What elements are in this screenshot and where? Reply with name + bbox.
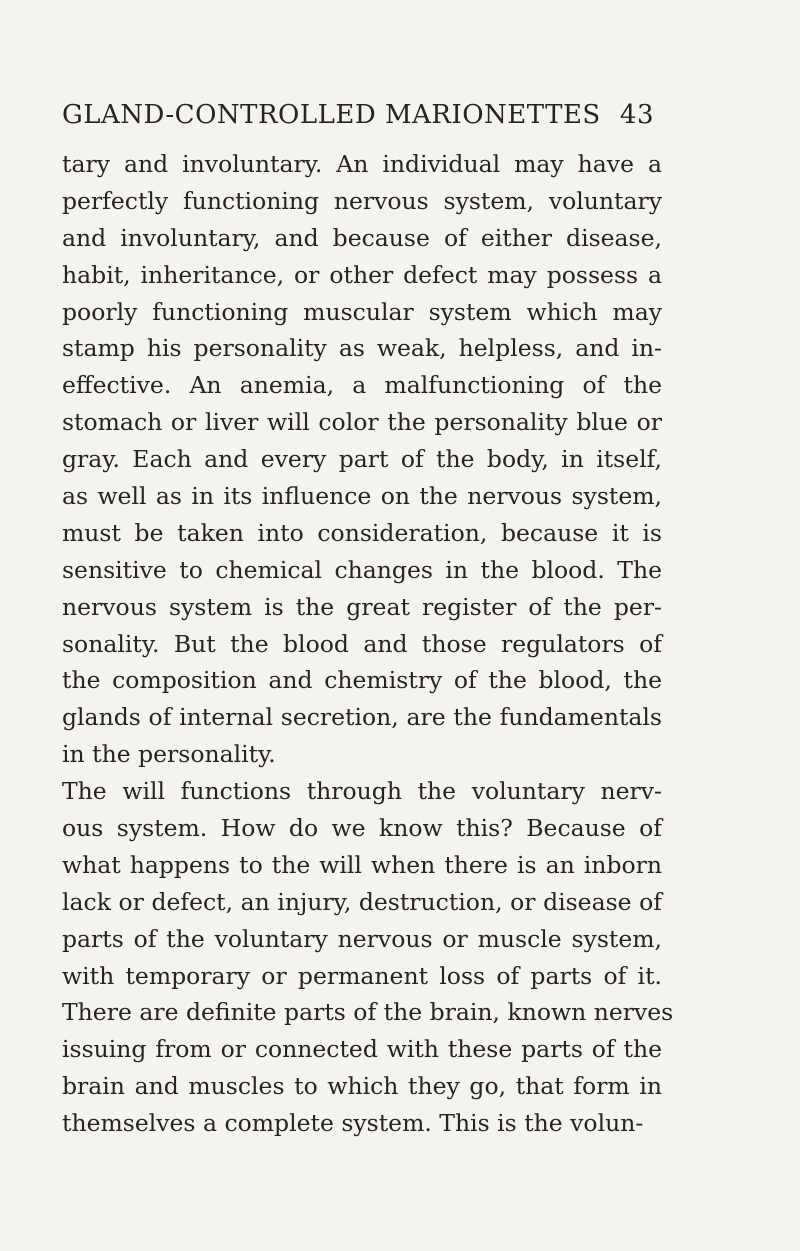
text-line: must be taken into consideration, because it is xyxy=(62,518,662,547)
page-number: 43 xyxy=(619,100,654,130)
text-line: tary and involuntary. An individual may have a xyxy=(62,150,662,178)
text-line: gray. Each and every part of the body, in itself, xyxy=(62,445,662,474)
text-line: in the personality. xyxy=(62,740,276,769)
text-line: perfectly functioning nervous system, voluntary xyxy=(62,186,662,215)
running-head xyxy=(62,100,654,140)
text-line: poorly functioning muscular system which may xyxy=(62,297,662,326)
text-line: with temporary or permanent loss of parts of it. xyxy=(62,961,662,990)
text-line: glands of internal secretion, are the fundamentals xyxy=(62,703,662,732)
text-line: as well as in its influence on the nervous system, xyxy=(62,482,662,511)
text-line: sonality. But the blood and those regulators of xyxy=(62,629,662,658)
text-line: ous system. How do we know this? Because of xyxy=(62,814,662,843)
body-text xyxy=(62,146,674,1142)
text-line: brain and muscles to which they go, that form in xyxy=(62,1072,662,1101)
text-line: the composition and chemistry of the blood, the xyxy=(62,666,662,695)
text-line: The will functions through the voluntary nerv- xyxy=(62,777,662,806)
text-line: what happens to the will when there is an inborn xyxy=(62,850,662,879)
text-line: parts of the voluntary nervous or muscle system, xyxy=(62,924,662,953)
text-line: sensitive to chemical changes in the blood. The xyxy=(62,555,662,584)
text-line: effective. An anemia, a malfunctioning of the xyxy=(62,371,662,400)
text-line: habit, inheritance, or other defect may possess a xyxy=(62,260,662,289)
text-line: stomach or liver will color the personality blue or xyxy=(62,408,662,437)
text-line: themselves a complete system. This is the volun- xyxy=(62,1109,644,1138)
text-line: and involuntary, and because of either disease, xyxy=(62,223,662,252)
text-line: lack or defect, an injury, destruction, or disease of xyxy=(62,887,662,916)
text-line: stamp his personality as weak, helpless, and in- xyxy=(62,334,662,363)
text-line: issuing from or connected with these parts of the xyxy=(62,1035,662,1064)
text-line: nervous system is the great register of the per- xyxy=(62,592,662,621)
text-line: There are definite parts of the brain, known nerves xyxy=(62,998,674,1027)
running-head-title: GLAND-CONTROLLED MARIONETTES xyxy=(62,100,601,130)
